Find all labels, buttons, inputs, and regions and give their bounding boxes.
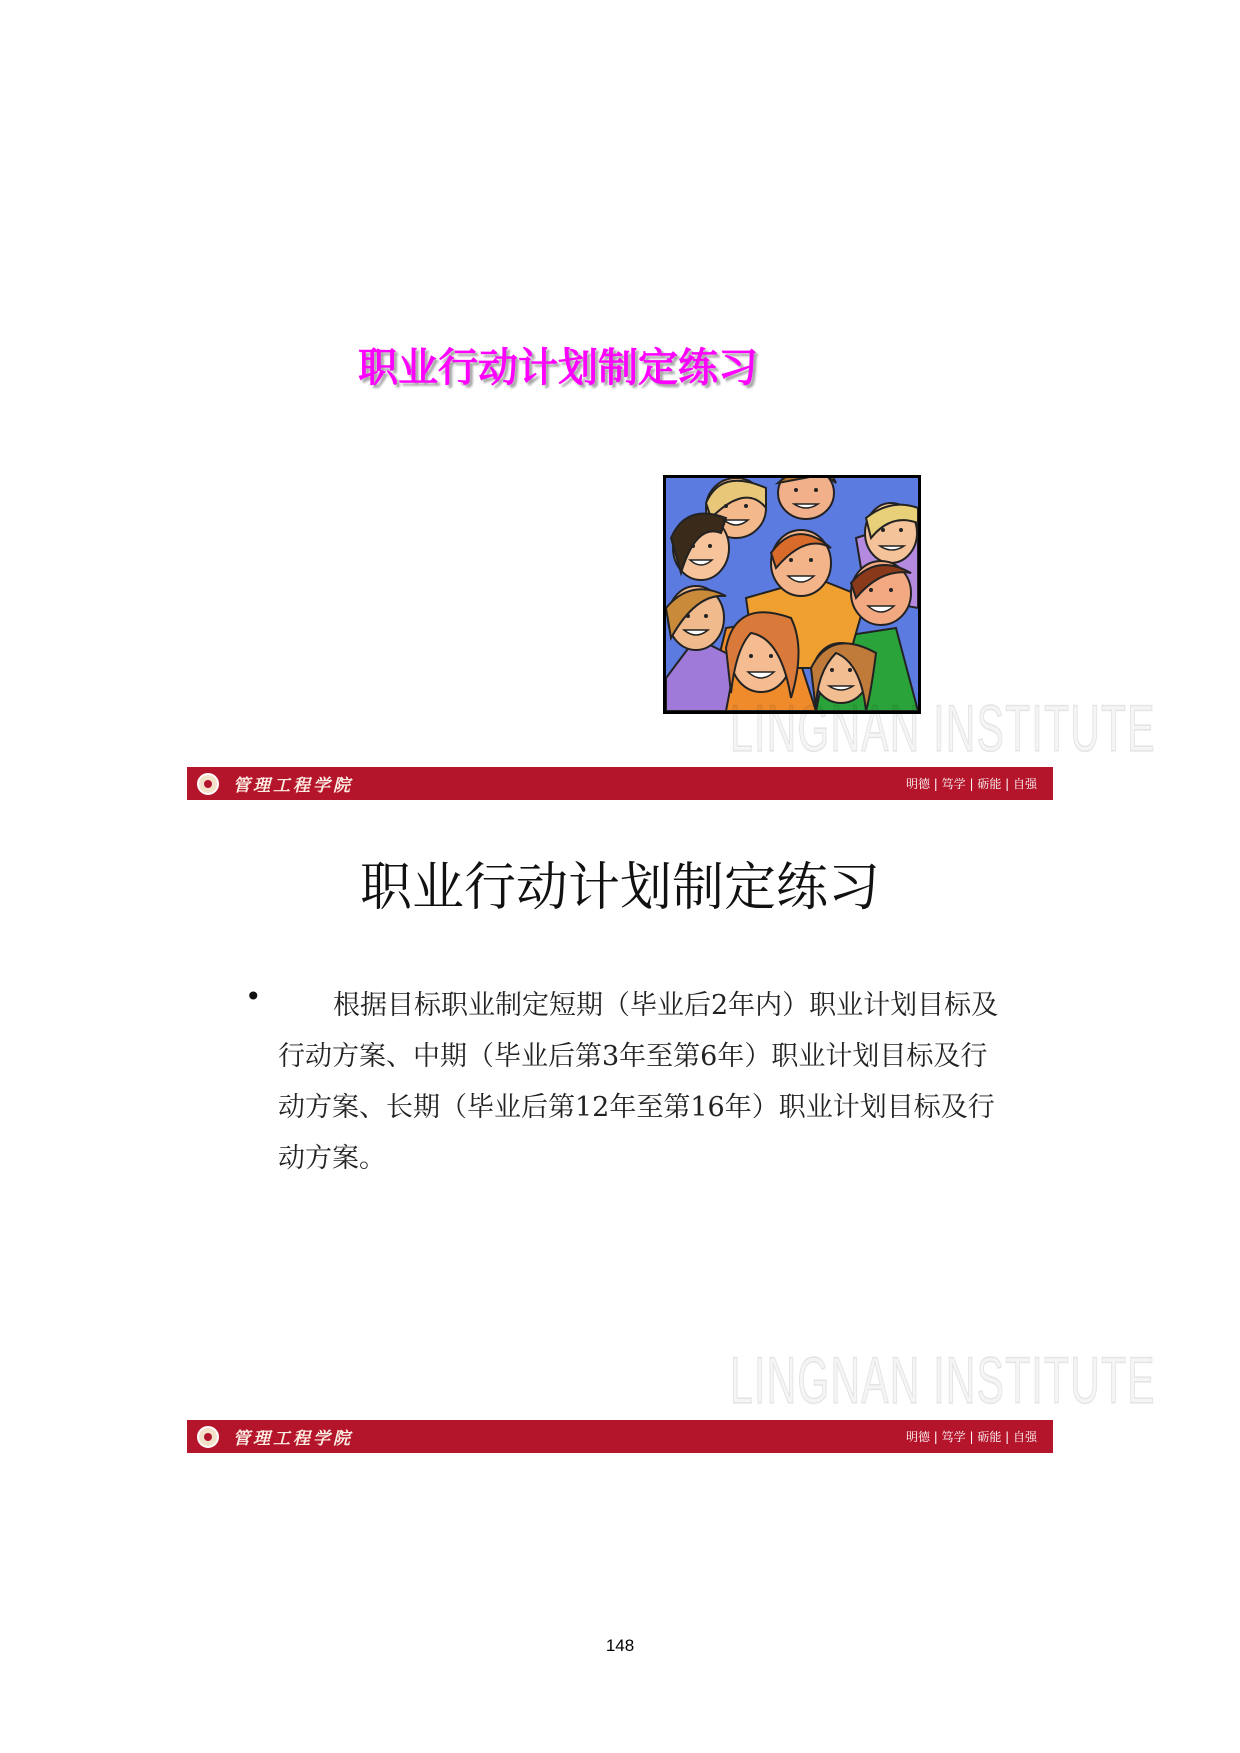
slide1-footer-bar xyxy=(187,767,1053,800)
page-number: 148 xyxy=(605,1636,635,1655)
footer-branding xyxy=(197,771,353,796)
school-motto: 明德 | 笃学 | 砺能 | 自强 xyxy=(905,1430,1037,1444)
bullet-icon: • xyxy=(245,980,262,1013)
bullet-text: 根据目标职业制定短期（毕业后2年内）职业计划目标及行动方案、中期（毕业后第3年至第6年）职业计划目标及行动方案、长期（毕业后第12年至第16年）职业计划目标及行动方案。 xyxy=(278,990,999,1174)
watermark-lingnan-institute: LINGNAN INSTITUTE xyxy=(730,1343,1156,1417)
slide2-body xyxy=(278,980,1013,1184)
school-motto: 明德 | 笃学 | 砺能 | 自强 xyxy=(905,777,1037,791)
slide1-title: 职业行动计划制定练习 xyxy=(358,344,758,391)
school-name: 管理工程学院 xyxy=(233,776,353,796)
footer-branding xyxy=(197,1424,353,1449)
slide-1 xyxy=(187,0,1053,800)
people-clipart-image xyxy=(663,475,921,714)
school-name: 管理工程学院 xyxy=(233,1429,353,1449)
school-seal-icon xyxy=(197,1426,219,1448)
people-clipart-drawing xyxy=(666,478,918,711)
school-seal-icon xyxy=(197,773,219,795)
watermark-lingnan-institute: LINGNAN INSTITUTE xyxy=(730,691,1156,765)
slide2-title: 职业行动计划制定练习 xyxy=(359,858,880,918)
slide2-footer-bar xyxy=(187,1420,1053,1453)
